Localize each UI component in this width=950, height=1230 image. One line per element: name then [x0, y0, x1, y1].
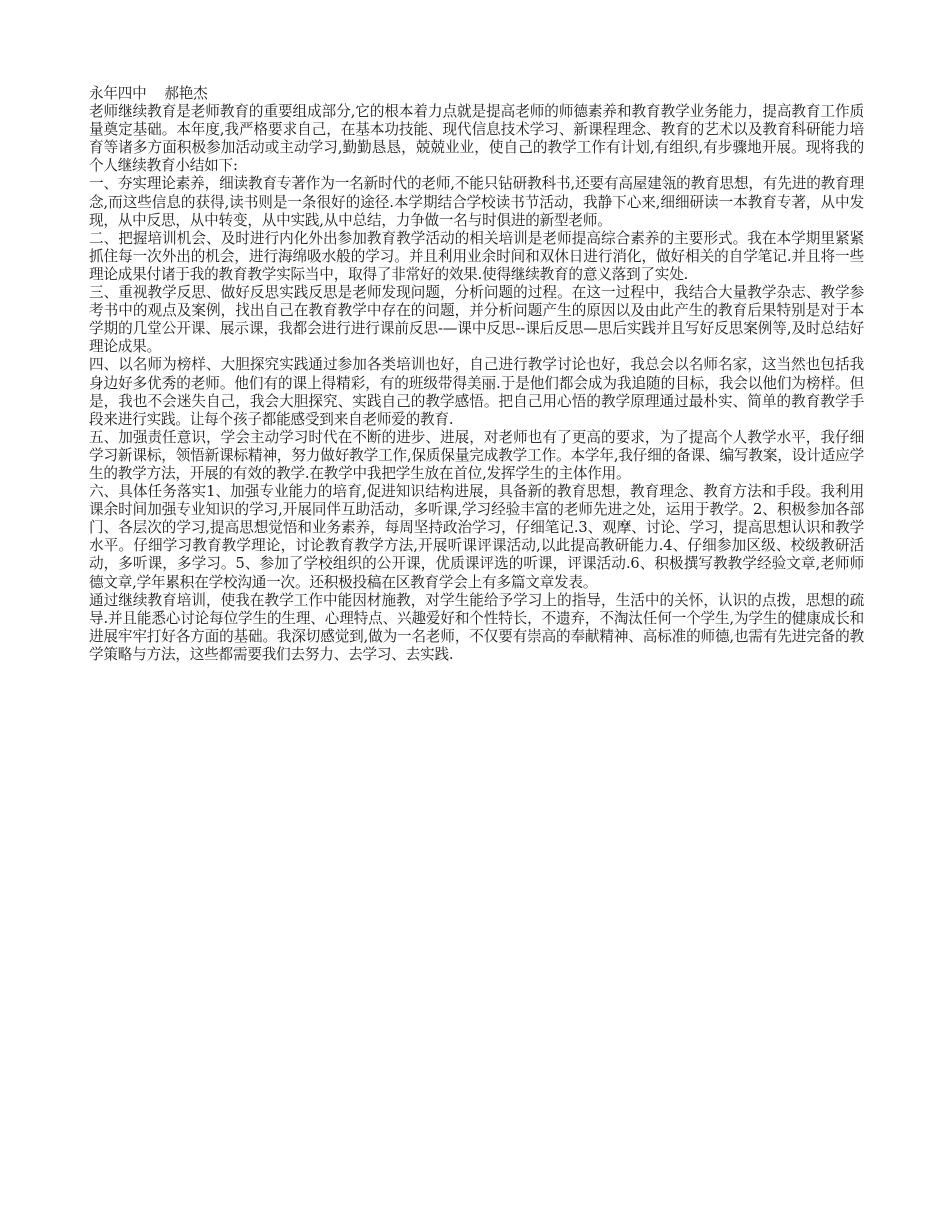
paragraph-section-1: 一、夯实理论素养，细读教育专著作为一名新时代的老师,不能只钻研教科书,还要有高屋建瓴的教育思想，有先进的教育理念,而这些信息的获得,读书则是一条很好的途径.本学期结合学校读书节活动，我静下心来,细细研读一本教育专著，从中发现，从中反思，从中转变，从中实践,从中总结，力争做一名与时俱进的新型老师。 [89, 175, 864, 229]
paragraph-section-4: 四、以名师为榜样、大胆探究实践通过参加各类培训也好，自己进行教学讨论也好，我总会以名师名家，这当然也包括我身边好多优秀的老师。他们有的课上得精彩，有的班级带得美丽.于是他们都会成为我追随的目标，我会以他们为榜样。但是，我也不会迷失自己，我会大胆探究、实践自己的教学感悟。把自己用心悟的教学原理通过最朴实、简单的教育教学手段来进行实践。让每个孩子都能感受到来自老师爱的教育. [89, 356, 864, 428]
paragraph-section-2: 二、把握培训机会、及时进行内化外出参加教育教学活动的相关培训是老师提高综合素养的主要形式。我在本学期里紧紧抓住每一次外出的机会，进行海绵吸水般的学习。并且利用业余时间和双休日进行消化，做好相关的自学笔记.并且将一些理论成果付诸于我的教育教学实际当中，取得了非常好的效果.使得继续教育的意义落到了实处. [89, 229, 864, 283]
document-body [89, 85, 864, 664]
paragraph-section-5: 五、加强责任意识，学会主动学习时代在不断的进步、进展，对老师也有了更高的要求，为了提高个人教学水平，我仔细学习新课标，领悟新课标精神，努力做好教学工作,保质保量完成教学工作。本学年,我仔细的备课、编写教案，设计适应学生的教学方法，开展的有效的教学.在教学中我把学生放在首位,发挥学生的主体作用。 [89, 428, 864, 482]
author-byline: 永年四中 郝艳杰 [89, 85, 208, 102]
paragraph-section-6: 六、具体任务落实1、加强专业能力的培育,促进知识结构进展，具备新的教育思想，教育理念、教育方法和手段。我利用课余时间加强专业知识的学习,开展同伴互助活动，多听课,学习经验丰富的老师先进之处，运用于教学。2、积极参加各部门、各层次的学习,提高思想觉悟和业务素养，每周坚持政治学习，仔细笔记.3、观摩、讨论、学习，提高思想认识和教学水平。仔细学习教育教学理论，讨论教育教学方法,开展听课评课活动,以此提高教研能力.4、仔细参加区级、校级教研活动，多听课，多学习。5、参加了学校组织的公开课，优质课评选的听课，评课活动.6、积极撰写教教学经验文章,老师师德文章,学年累积在学校沟通一次。还积极投稿在区教育学会上有多篇文章发表。 [89, 483, 864, 591]
paragraph-intro: 老师继续教育是老师教育的重要组成部分,它的根本着力点就是提高老师的师德素养和教育教学业务能力，提高教育工作质量奠定基础。本年度,我严格要求自己，在基本功技能、现代信息技术学习、新课程理念、教育的艺术以及教育科研能力培育等诸多方面积极参加活动或主动学习,勤勤恳恳，兢兢业业，使自己的教学工作有计划,有组织,有步骤地开展。现将我的个人继续教育小结如下: [89, 103, 864, 175]
paragraph-conclusion: 通过继续教育培训，使我在教学工作中能因材施教，对学生能给予学习上的指导，生活中的关怀，认识的点拨，思想的疏导.并且能悉心讨论每位学生的生理、心理特点、兴趣爱好和个性特长，不遗弃，不淘汰任何一个学生,为学生的健康成长和进展牢牢打好各方面的基础。我深切感觉到,做为一名老师，不仅要有崇高的奉献精神、高标准的师德,也需有先进完备的教学策略与方法，这些都需要我们去努力、去学习、去实践. [89, 591, 864, 663]
paragraph-section-3: 三、重视教学反思、做好反思实践反思是老师发现问题，分析问题的过程。在这一过程中，我结合大量教学杂志、教学参考书中的观点及案例，找出自己在教育教学中存在的问题，并分析问题产生的原因以及由此产生的教育后果特别是对于本学期的几堂公开课、展示课，我都会进行进行课前反思-—课中反思--课后反思—思后实践并且写好反思案例等,及时总结好理论成果。 [89, 284, 864, 356]
